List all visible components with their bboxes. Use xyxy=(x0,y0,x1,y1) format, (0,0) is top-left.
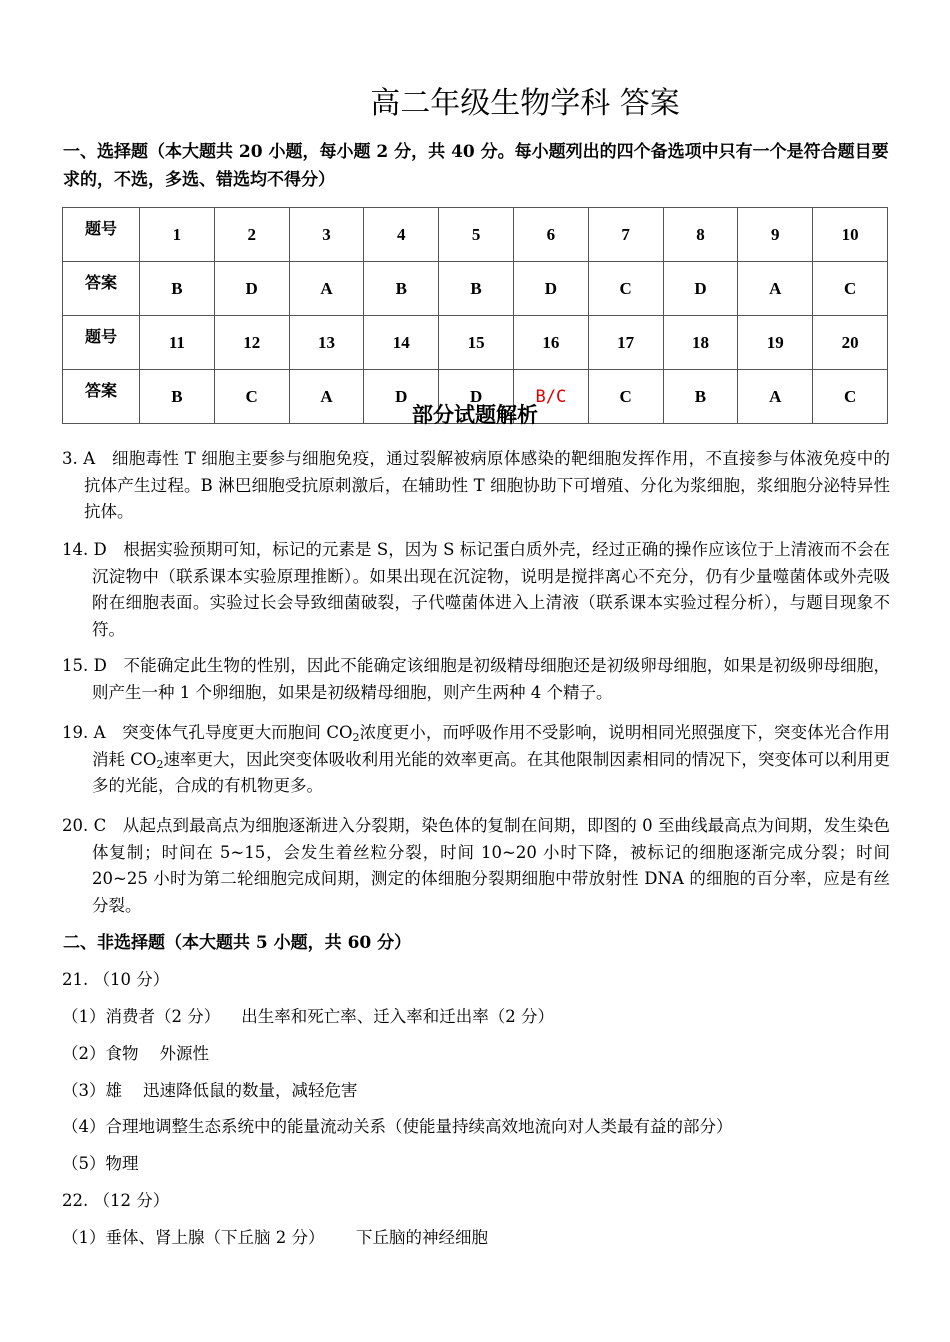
q21-answer-4: （4）合理地调整生态系统中的能量流动关系（使能量持续高效地流向对人类最有益的部分） xyxy=(62,1117,733,1136)
cell-a14: D xyxy=(364,370,439,424)
q21-answer-3: （3）雄 迅速降低鼠的数量，减轻危害 xyxy=(62,1081,358,1100)
cell-a17: C xyxy=(588,370,663,424)
q22-header: 22. （12 分） xyxy=(62,1191,170,1210)
cell-a11: B xyxy=(140,370,215,424)
page-title: 高二年级生物学科 答案 xyxy=(370,86,680,121)
analysis-title: 部分试题解析 xyxy=(412,402,538,427)
item-text: 从起点到最高点为细胞逐渐进入分裂期，染色体的复制在间期，即图的 0 至曲线最高点为间期，发生染色体复制；时间在 5~15，会发生着丝粒分裂，时间 10~20 小时下降，被标记的细胞逐渐完成分裂；时间 20~25 小时为第二轮细胞完成间期，测定的体细胞分裂期细胞中带放射性 DNA 的细胞的百分率，应是有丝分裂。 xyxy=(92,816,890,915)
analysis-item-14 xyxy=(62,537,890,643)
label-question-no: 题号 xyxy=(63,316,140,370)
analysis-item-19 xyxy=(62,720,890,800)
item-number: 20. C xyxy=(62,816,107,835)
cell-a8: D xyxy=(663,262,738,316)
cell-a10: C xyxy=(813,262,888,316)
cell-a12: C xyxy=(214,370,289,424)
cell-q16: 16 xyxy=(513,316,588,370)
subscript: 2 xyxy=(156,757,164,771)
item-text-c: 速率更大，因此突变体吸收利用光能的效率更高。在其他限制因素相同的情况下，突变体可以利用更多的光能，合成的有机物更多。 xyxy=(92,749,890,795)
cell-a19: A xyxy=(738,370,813,424)
q21-header: 21. （10 分） xyxy=(62,970,170,989)
cell-a3: A xyxy=(289,262,364,316)
cell-a4: B xyxy=(364,262,439,316)
cell-a7: C xyxy=(588,262,663,316)
cell-q12: 12 xyxy=(214,316,289,370)
cell-q7: 7 xyxy=(588,208,663,262)
cell-a15: D xyxy=(439,370,514,424)
cell-q1: 1 xyxy=(140,208,215,262)
cell-q18: 18 xyxy=(663,316,738,370)
table-row xyxy=(63,208,888,262)
item-number: 19. A xyxy=(62,723,106,742)
subscript: 2 xyxy=(352,731,360,744)
cell-a2: D xyxy=(214,262,289,316)
cell-a6: D xyxy=(513,262,588,316)
cell-a5: B xyxy=(439,262,514,316)
answer-table xyxy=(62,207,888,424)
cell-q5: 5 xyxy=(439,208,514,262)
q21-answer-2: （2）食物 外源性 xyxy=(62,1044,209,1063)
cell-q6: 6 xyxy=(513,208,588,262)
analysis-item-15 xyxy=(62,653,890,706)
item-number: 3. A xyxy=(62,449,96,468)
item-text-a: 突变体气孔导度更大而胞间 CO xyxy=(121,723,353,742)
cell-q4: 4 xyxy=(364,208,439,262)
cell-a1: B xyxy=(140,262,215,316)
cell-q10: 10 xyxy=(813,208,888,262)
cell-q9: 9 xyxy=(738,208,813,262)
cell-q2: 2 xyxy=(214,208,289,262)
item-number: 14. D xyxy=(62,540,107,559)
label-question-no: 题号 xyxy=(63,208,140,262)
item-text: 根据实验预期可知，标记的元素是 S，因为 S 标记蛋白质外壳，经过正确的操作应该位于上清液而不会在沉淀物中（联系课本实验原理推断）。如果出现在沉淀物，说明是搅拌离心不充分，仍有少量噬菌体或外壳吸附在细胞表面。实验过长会导致细菌破裂，子代噬菌体进入上清液（联系课本实验过程分析），与题目现象不符。 xyxy=(92,540,890,639)
table-row xyxy=(63,262,888,316)
section1-heading: 一、选择题（本大题共 20 小题，每小题 2 分，共 40 分。每小题列出的四个备选项中只有一个是符合题目要求的，不选，多选、错选均不得分） xyxy=(63,142,889,190)
cell-a20: C xyxy=(813,370,888,424)
analysis-item-20 xyxy=(62,813,890,919)
cell-q15: 15 xyxy=(439,316,514,370)
label-answer: 答案 xyxy=(63,262,140,316)
cell-q13: 13 xyxy=(289,316,364,370)
cell-q14: 14 xyxy=(364,316,439,370)
label-answer: 答案 xyxy=(63,370,140,424)
cell-a9: A xyxy=(738,262,813,316)
table-row xyxy=(63,316,888,370)
cell-a16: B/C xyxy=(513,370,588,424)
item-text-b: 浓度更小，而呼吸作用不受影响，说明相同光照强度下，突变体光合作用消耗 CO xyxy=(92,723,890,769)
q21-answer-1: （1）消费者（2 分） 出生率和死亡率、迁入率和迁出率（2 分） xyxy=(62,1007,554,1026)
cell-q11: 11 xyxy=(140,316,215,370)
cell-q3: 3 xyxy=(289,208,364,262)
cell-q17: 17 xyxy=(588,316,663,370)
cell-q8: 8 xyxy=(663,208,738,262)
cell-q19: 19 xyxy=(738,316,813,370)
section2-heading: 二、非选择题（本大题共 5 小题，共 60 分） xyxy=(63,933,412,953)
item-number: 15. D xyxy=(62,656,107,675)
q21-answer-5: （5）物理 xyxy=(62,1154,139,1173)
cell-q20: 20 xyxy=(813,316,888,370)
cell-a13: A xyxy=(289,370,364,424)
item-text: 不能确定此生物的性别，因此不能确定该细胞是初级精母细胞还是初级卵母细胞，如果是初级卵母细胞，则产生一种 1 个卵细胞，如果是初级精母细胞，则产生两种 4 个精子。 xyxy=(92,656,891,702)
item-text: 细胞毒性 T 细胞主要参与细胞免疫，通过裂解被病原体感染的靶细胞发挥作用，不直接参与体液免疫中的抗体产生过程。B 淋巴细胞受抗原刺激后，在辅助性 T 细胞协助下可增殖、分化为浆细胞，浆细胞分泌特异性抗体。 xyxy=(84,449,891,521)
cell-a18: B xyxy=(663,370,738,424)
q22-answer-1: （1）垂体、肾上腺（下丘脑 2 分） 下丘脑的神经细胞 xyxy=(62,1228,488,1247)
analysis-item-3 xyxy=(62,446,890,526)
